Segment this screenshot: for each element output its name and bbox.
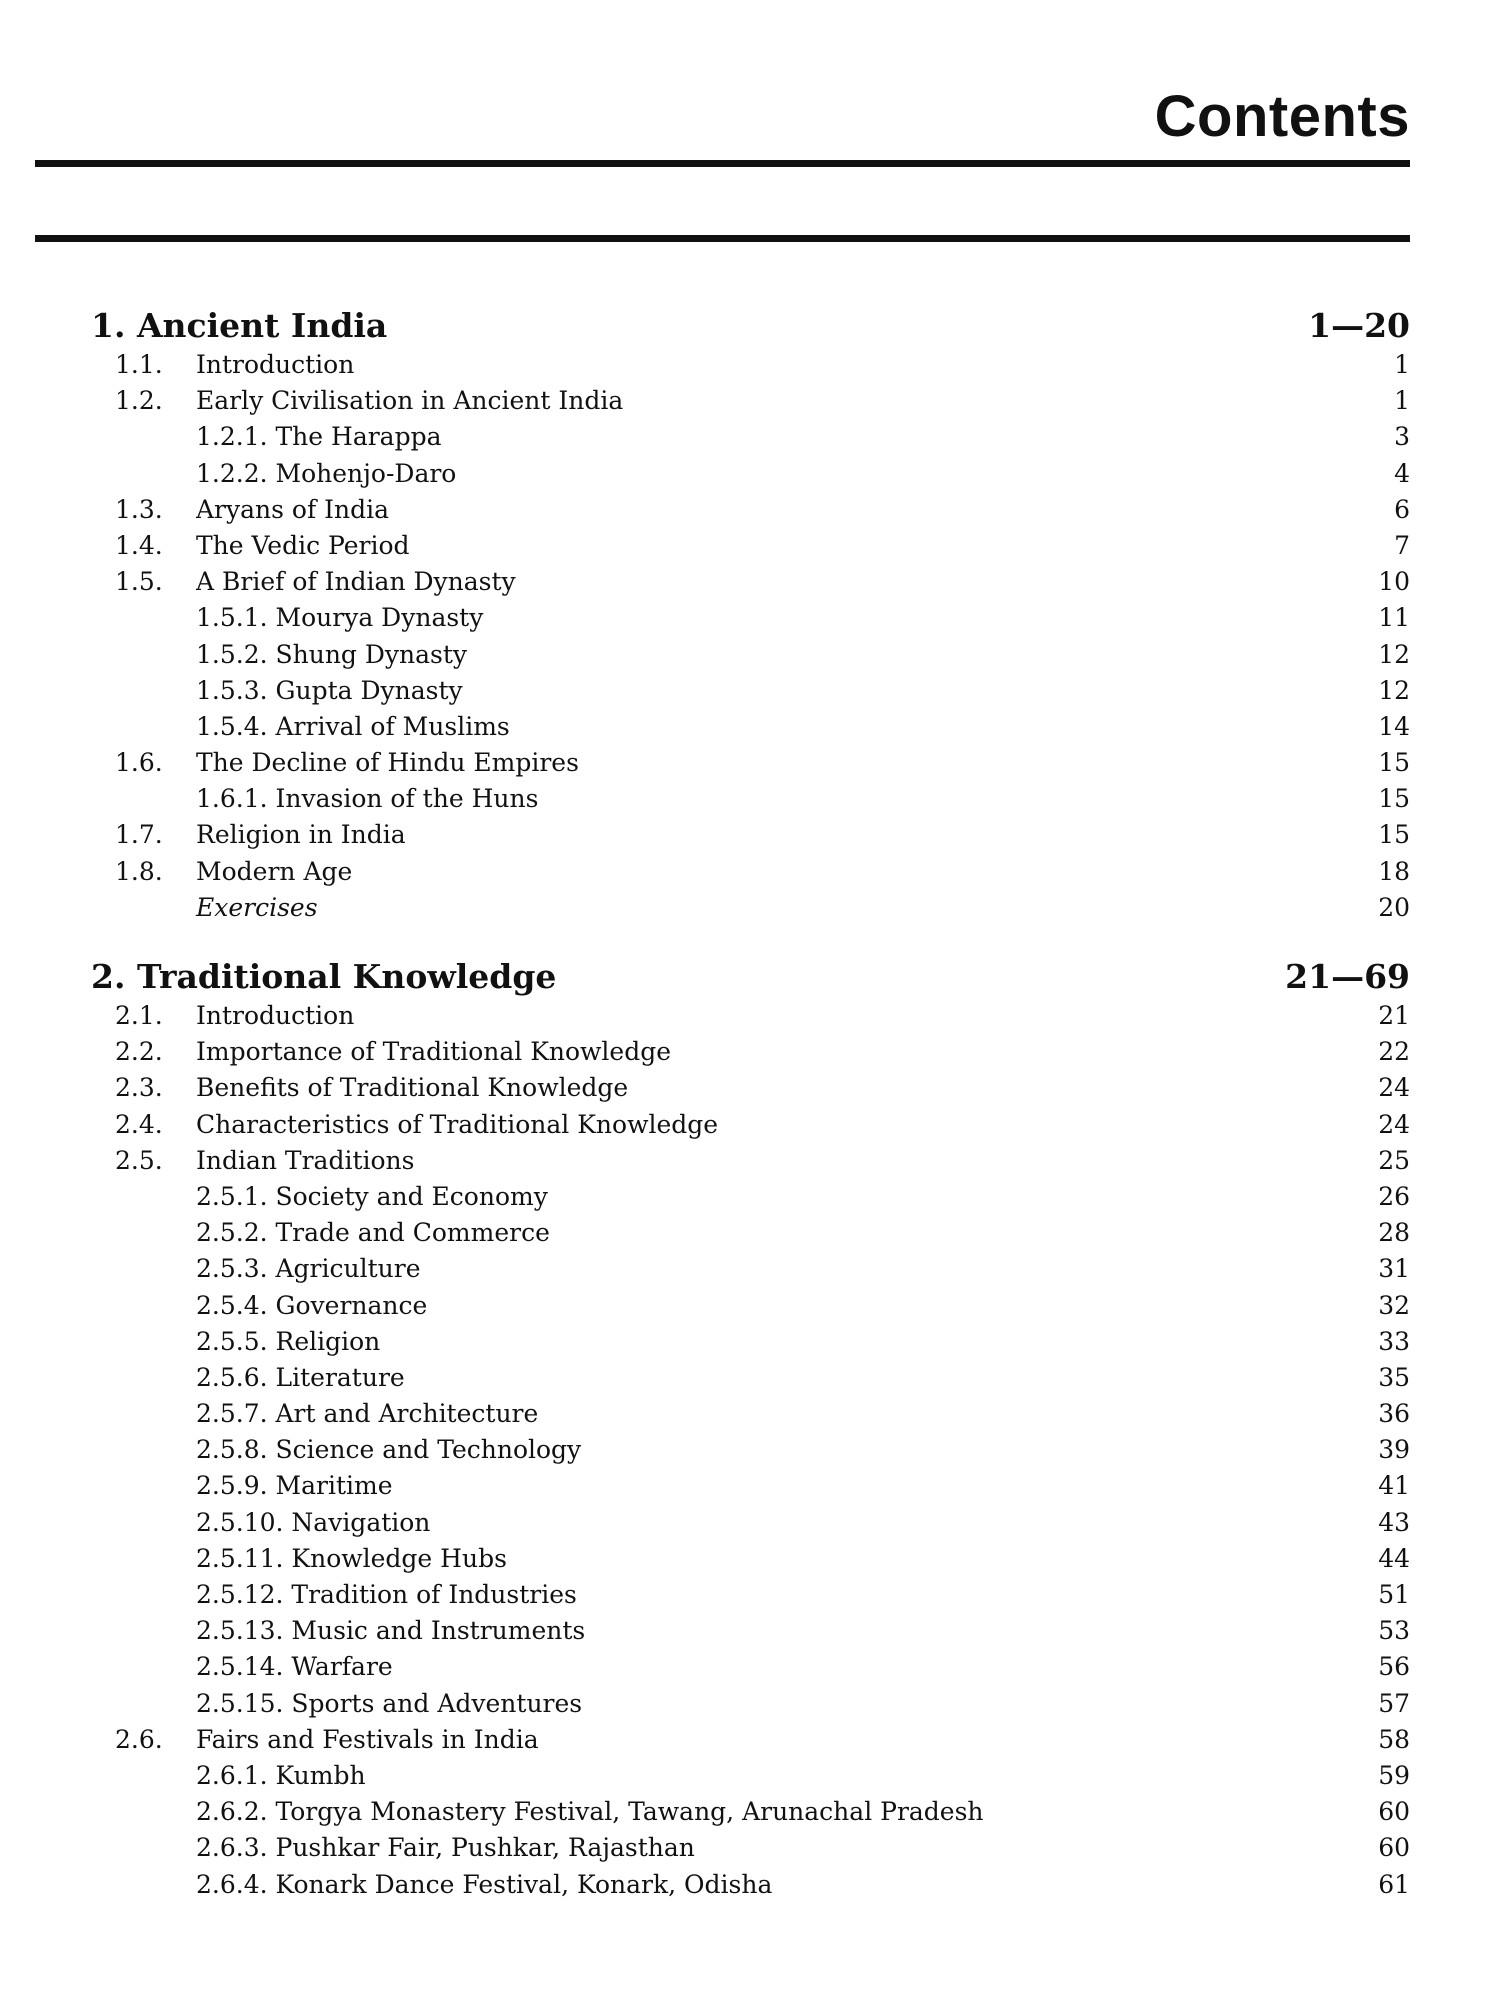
entry-number: 2.2.	[115, 1037, 163, 1067]
entry-page-number: 56	[1378, 1652, 1410, 1682]
entry-title: The Vedic Period	[196, 530, 410, 560]
chapter-2	[0, 956, 1500, 1903]
entry-page-number: 12	[1378, 639, 1410, 669]
entry-title: Importance of Traditional Knowledge	[196, 1037, 672, 1067]
entry-title: 2.5.1. Society and Economy	[196, 1181, 548, 1211]
toc-entry[interactable]	[0, 1179, 1500, 1215]
entry-title: 1.5.3. Gupta Dynasty	[196, 675, 463, 705]
entry-page-number: 15	[1378, 820, 1410, 850]
toc-entry[interactable]	[0, 1070, 1500, 1106]
entry-title: Characteristics of Traditional Knowledge	[196, 1109, 719, 1139]
entry-page-number: 24	[1378, 1073, 1410, 1103]
toc-entry[interactable]	[0, 745, 1500, 781]
toc-entry[interactable]	[0, 709, 1500, 745]
toc-entry[interactable]	[0, 817, 1500, 853]
top-rule	[35, 160, 1410, 167]
entry-title: 2.5.15. Sports and Adventures	[196, 1688, 583, 1718]
toc-entry[interactable]	[0, 1794, 1500, 1830]
entry-page-number: 26	[1378, 1181, 1410, 1211]
toc-entry[interactable]	[0, 998, 1500, 1034]
entry-page-number: 6	[1394, 494, 1410, 524]
entry-number: 1.3.	[115, 494, 163, 524]
entry-number: 2.6.	[115, 1724, 163, 1754]
entry-page-number: 36	[1378, 1399, 1410, 1429]
entry-page-number: 7	[1394, 530, 1410, 560]
entry-title: 2.6.2. Torgya Monastery Festival, Tawang, Arunachal Pradesh	[196, 1797, 984, 1827]
entry-title: Benefits of Traditional Knowledge	[196, 1073, 629, 1103]
chapter-page-range: 21—69	[1285, 957, 1410, 996]
entry-title: 1.2.2. Mohenjo-Daro	[196, 458, 457, 488]
entry-title: Early Civilisation in Ancient India	[196, 386, 624, 416]
toc-entry[interactable]	[0, 1722, 1500, 1758]
chapter-1	[0, 305, 1500, 926]
toc-entry[interactable]	[0, 528, 1500, 564]
toc-entry[interactable]	[0, 1396, 1500, 1432]
entry-page-number: 1	[1394, 386, 1410, 416]
toc-entry[interactable]	[0, 1577, 1500, 1613]
toc-entry[interactable]	[0, 1830, 1500, 1866]
entry-page-number: 43	[1378, 1507, 1410, 1537]
toc-entry[interactable]	[0, 1432, 1500, 1468]
entry-title: Aryans of India	[196, 494, 390, 524]
entry-title: 1.2.1. The Harappa	[196, 422, 442, 452]
entry-title: 2.5.7. Art and Architecture	[196, 1399, 539, 1429]
entry-number: 1.1.	[115, 350, 163, 379]
entry-page-number: 3	[1394, 422, 1410, 452]
toc-entry[interactable]	[0, 419, 1500, 455]
toc-entry[interactable]	[0, 492, 1500, 528]
entry-number: 1.2.	[115, 386, 163, 416]
toc-entry[interactable]	[0, 1034, 1500, 1070]
bottom-rule	[35, 235, 1410, 242]
entry-title: 1.5.4. Arrival of Muslims	[196, 711, 510, 741]
entry-title: 2.5.9. Maritime	[196, 1471, 393, 1501]
toc-entry[interactable]	[0, 1468, 1500, 1504]
entry-page-number: 11	[1378, 603, 1410, 633]
toc-entry[interactable]	[0, 781, 1500, 817]
entry-title: 2.5.12. Tradition of Industries	[196, 1580, 577, 1609]
entry-page-number: 57	[1378, 1688, 1410, 1718]
toc-entry[interactable]	[0, 1613, 1500, 1649]
entry-title: 1.6.1. Invasion of the Huns	[196, 784, 539, 814]
entry-title: 2.5.8. Science and Technology	[196, 1435, 582, 1465]
entry-page-number: 31	[1378, 1254, 1410, 1284]
chapter-heading[interactable]	[0, 305, 1500, 347]
entry-title: 2.5.5. Religion	[196, 1326, 381, 1356]
toc-entry[interactable]	[0, 890, 1500, 926]
entry-title: Introduction	[196, 350, 355, 379]
entry-title: 2.5.11. Knowledge Hubs	[196, 1543, 507, 1573]
toc-entry[interactable]	[0, 383, 1500, 419]
entry-page-number: 32	[1378, 1290, 1410, 1320]
entry-page-number: 59	[1378, 1760, 1410, 1790]
entry-number: 2.3.	[115, 1073, 163, 1103]
chapter-page-range: 1—20	[1308, 306, 1410, 345]
entry-title: 2.5.3. Agriculture	[196, 1254, 421, 1284]
toc-entry[interactable]	[0, 1758, 1500, 1794]
toc-entry[interactable]	[0, 347, 1500, 383]
entry-page-number: 24	[1378, 1109, 1410, 1139]
entry-page-number: 18	[1378, 856, 1410, 886]
entry-page-number: 60	[1378, 1833, 1410, 1863]
entry-title: Introduction	[196, 1001, 355, 1030]
entry-number: 1.5.	[115, 567, 163, 597]
page-title: Contents	[1154, 84, 1410, 149]
entry-page-number: 28	[1378, 1218, 1410, 1248]
toc-entry[interactable]	[0, 1541, 1500, 1577]
entry-title: 2.5.10. Navigation	[196, 1507, 431, 1537]
chapter-title: 2. Traditional Knowledge	[91, 957, 557, 996]
entry-title: The Decline of Hindu Empires	[196, 748, 579, 778]
entry-title: A Brief of Indian Dynasty	[196, 567, 516, 597]
entry-page-number: 12	[1378, 675, 1410, 705]
entry-title: Indian Traditions	[196, 1145, 415, 1175]
entry-number: 1.8.	[115, 856, 163, 886]
toc-entry[interactable]	[0, 600, 1500, 636]
toc-entry[interactable]	[0, 1251, 1500, 1287]
toc-entry[interactable]	[0, 1505, 1500, 1541]
entry-page-number: 60	[1378, 1797, 1410, 1827]
entry-page-number: 21	[1378, 1001, 1410, 1030]
entry-page-number: 15	[1378, 748, 1410, 778]
entry-title: 1.5.2. Shung Dynasty	[196, 639, 468, 669]
entry-title: 2.5.14. Warfare	[196, 1652, 393, 1682]
entry-title: Modern Age	[196, 856, 353, 886]
chapter-title: 1. Ancient India	[91, 306, 388, 345]
entry-number: 2.1.	[115, 1001, 163, 1030]
toc-entry[interactable]	[0, 1143, 1500, 1179]
toc-entry[interactable]	[0, 1649, 1500, 1685]
entry-number: 1.6.	[115, 748, 163, 778]
toc-entry[interactable]	[0, 564, 1500, 600]
entry-page-number: 25	[1378, 1145, 1410, 1175]
entry-title: 1.5.1. Mourya Dynasty	[196, 603, 484, 633]
entry-page-number: 39	[1378, 1435, 1410, 1465]
table-of-contents	[0, 305, 1500, 1933]
entry-page-number: 15	[1378, 784, 1410, 814]
toc-entry[interactable]	[0, 673, 1500, 709]
entry-page-number: 20	[1378, 892, 1410, 922]
entry-page-number: 51	[1378, 1580, 1410, 1609]
entry-page-number: 58	[1378, 1724, 1410, 1754]
entry-page-number: 33	[1378, 1326, 1410, 1356]
entry-page-number: 61	[1378, 1869, 1410, 1899]
toc-entry[interactable]	[0, 1360, 1500, 1396]
toc-entry[interactable]	[0, 1215, 1500, 1251]
entry-number: 2.4.	[115, 1109, 163, 1139]
entry-page-number: 53	[1378, 1616, 1410, 1646]
entry-page-number: 44	[1378, 1543, 1410, 1573]
entry-page-number: 22	[1378, 1037, 1410, 1067]
entry-title: 2.5.13. Music and Instruments	[196, 1616, 586, 1646]
entry-page-number: 41	[1378, 1471, 1410, 1501]
toc-entry[interactable]	[0, 854, 1500, 890]
entry-number: 1.7.	[115, 820, 163, 850]
entry-title: 2.6.3. Pushkar Fair, Pushkar, Rajasthan	[196, 1833, 695, 1863]
toc-entry[interactable]	[0, 1107, 1500, 1143]
entry-title: 2.6.4. Konark Dance Festival, Konark, Odisha	[196, 1869, 773, 1899]
entry-title: Fairs and Festivals in India	[196, 1724, 539, 1754]
toc-entry[interactable]	[0, 637, 1500, 673]
toc-entry[interactable]	[0, 1867, 1500, 1903]
entry-page-number: 10	[1378, 567, 1410, 597]
entry-number: 1.4.	[115, 530, 163, 560]
entry-page-number: 14	[1378, 711, 1410, 741]
toc-entry[interactable]	[0, 1686, 1500, 1722]
entry-page-number: 4	[1394, 458, 1410, 488]
entry-title: 2.6.1. Kumbh	[196, 1760, 366, 1790]
toc-entry[interactable]	[0, 1288, 1500, 1324]
chapter-heading[interactable]	[0, 956, 1500, 998]
entry-title: Exercises	[196, 892, 318, 922]
entry-page-number: 1	[1394, 350, 1410, 379]
toc-entry[interactable]	[0, 1324, 1500, 1360]
entry-page-number: 35	[1378, 1362, 1410, 1392]
entry-title: 2.5.2. Trade and Commerce	[196, 1218, 550, 1248]
entry-title: Religion in India	[196, 820, 406, 850]
entry-number: 2.5.	[115, 1145, 163, 1175]
entry-title: 2.5.6. Literature	[196, 1362, 405, 1392]
entry-title: 2.5.4. Governance	[196, 1290, 428, 1320]
toc-entry[interactable]	[0, 456, 1500, 492]
